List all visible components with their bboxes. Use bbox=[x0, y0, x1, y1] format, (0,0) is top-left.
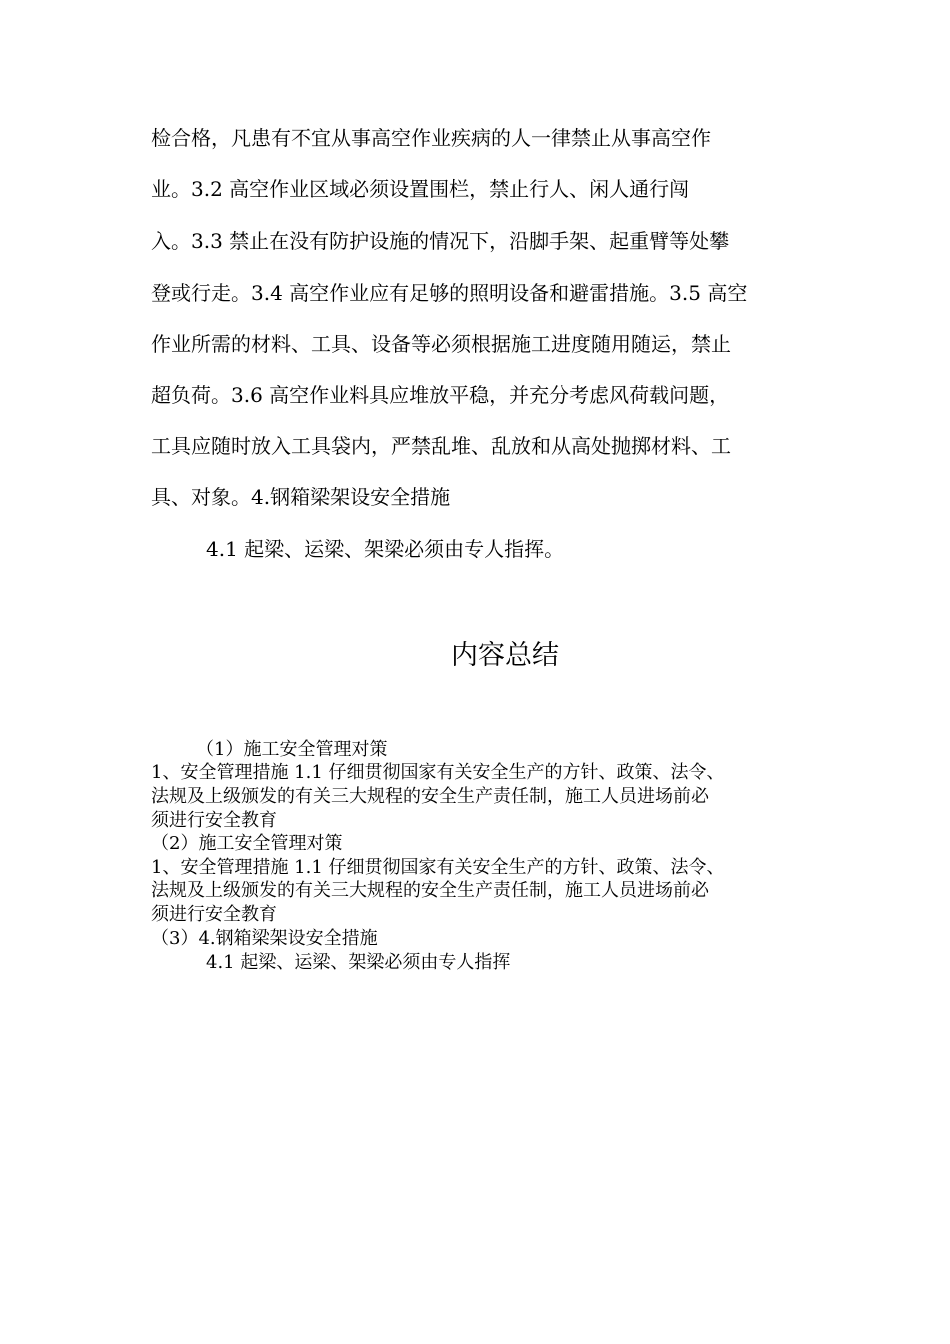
summary-heading-2: （2）施工安全管理对策 bbox=[151, 833, 343, 854]
summary-line: 须进行安全教育 bbox=[151, 904, 277, 925]
body-line-6: 超负荷。3.6 高空作业料具应堆放平稳，并充分考虑风荷载问题， bbox=[151, 383, 730, 407]
summary-line: 法规及上级颁发的有关三大规程的安全生产责任制，施工人员进场前必 bbox=[151, 786, 709, 807]
summary-line: 须进行安全教育 bbox=[151, 810, 277, 831]
body-line-4: 登或行走。3.4 高空作业应有足够的照明设备和避雷措施。3.5 高空 bbox=[151, 281, 748, 305]
summary-line: 法规及上级颁发的有关三大规程的安全生产责任制，施工人员进场前必 bbox=[151, 880, 709, 901]
body-line-8: 具、对象。4.钢箱梁架设安全措施 bbox=[151, 485, 451, 509]
body-line-3: 入。3.3 禁止在没有防护设施的情况下，沿脚手架、起重臂等处攀 bbox=[151, 229, 730, 253]
section-title: 内容总结 bbox=[451, 640, 559, 671]
body-line-9: 4.1 起梁、运梁、架梁必须由专人指挥。 bbox=[206, 537, 565, 561]
summary-heading-3: （3）4.钢箱梁架设安全措施 bbox=[151, 928, 378, 949]
summary-heading-1: （1）施工安全管理对策 bbox=[196, 739, 388, 760]
summary-line: 1、安全管理措施 1.1 仔细贯彻国家有关安全生产的方针、政策、法令、 bbox=[151, 762, 725, 783]
body-line-2: 业。3.2 高空作业区域必须设置围栏，禁止行人、闲人通行闯 bbox=[151, 177, 690, 201]
summary-line: 4.1 起梁、运梁、架梁必须由专人指挥 bbox=[206, 952, 511, 973]
body-line-5: 作业所需的材料、工具、设备等必须根据施工进度随用随运，禁止 bbox=[151, 332, 731, 356]
body-line-7: 工具应随时放入工具袋内，严禁乱堆、乱放和从高处抛掷材料、工 bbox=[151, 434, 731, 458]
summary-line: 1、安全管理措施 1.1 仔细贯彻国家有关安全生产的方针、政策、法令、 bbox=[151, 857, 725, 878]
body-line-1: 检合格，凡患有不宜从事高空作业疾病的人一律禁止从事高空作 bbox=[151, 126, 711, 150]
